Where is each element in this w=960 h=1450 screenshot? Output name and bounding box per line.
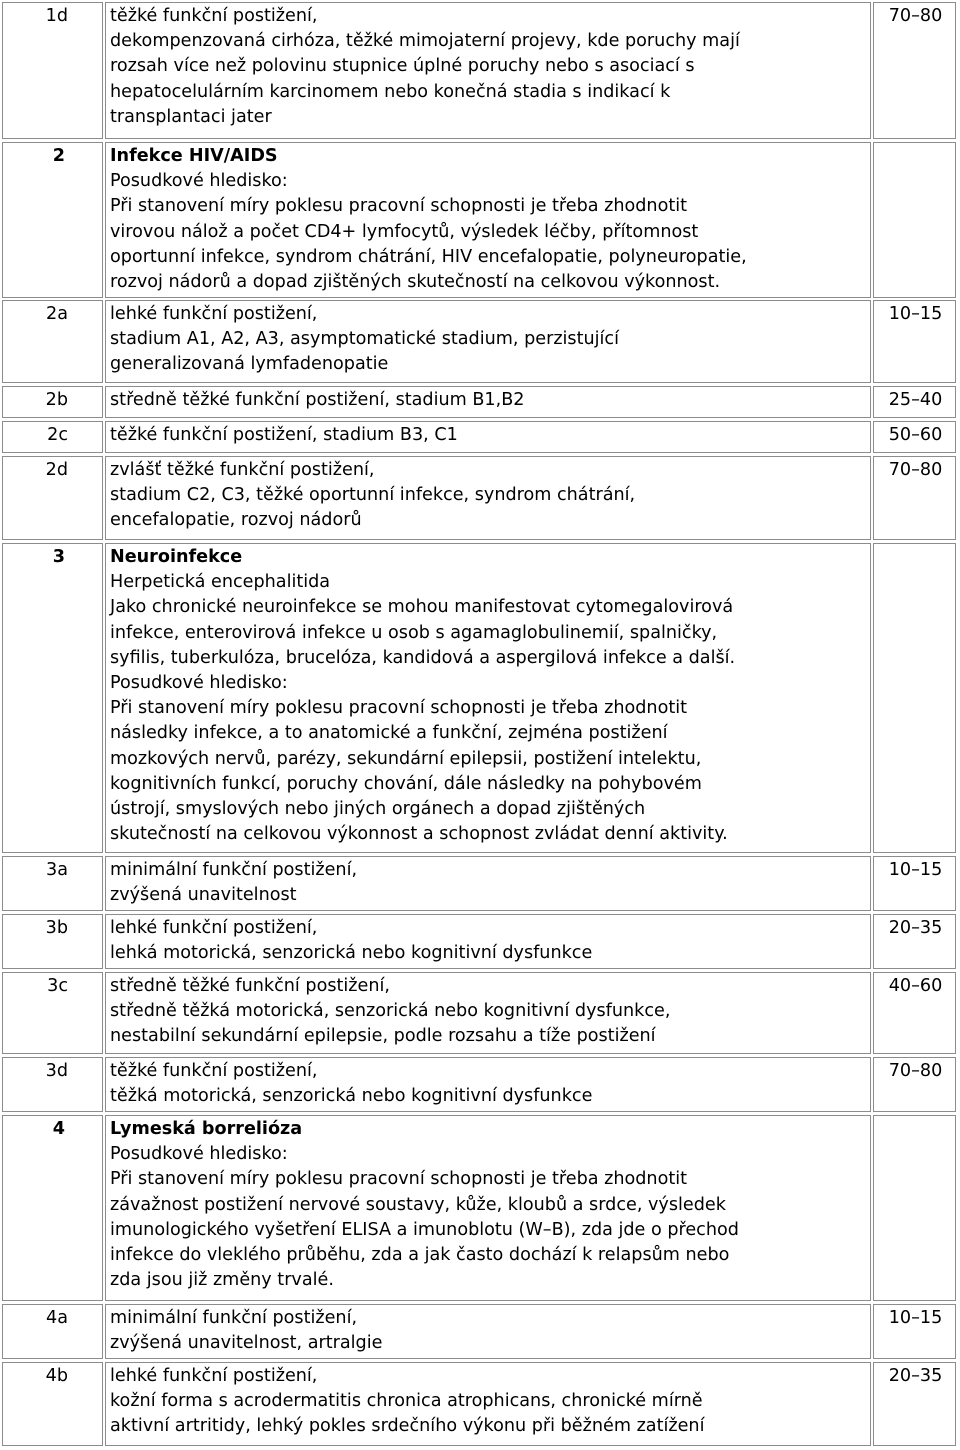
- row-code: 1d: [2, 2, 103, 139]
- percentage-range: 70–80: [873, 1057, 956, 1112]
- percentage-range: [873, 142, 956, 298]
- row-description: [105, 456, 871, 540]
- percentage-range: 10–15: [873, 300, 956, 383]
- description-line: těžké funkční postižení, stadium B3, C1: [110, 425, 458, 445]
- table-row: [0, 386, 960, 418]
- description-line: Posudkové hledisko:: [110, 171, 288, 192]
- table-row: [0, 421, 960, 453]
- row-code: 3c: [2, 972, 103, 1054]
- description-line: Posudkové hledisko:: [110, 1144, 288, 1165]
- row-code: 2a: [2, 300, 103, 383]
- table-row: [0, 972, 960, 1054]
- percentage-range: 10–15: [873, 856, 956, 911]
- description-line: zda jsou již změny trvalé.: [110, 1270, 334, 1291]
- percentage-range: 25–40: [873, 386, 956, 418]
- description-line: Jako chronické neuroinfekce se mohou manifestovat cytomegalovirová: [110, 597, 734, 618]
- row-code: 2: [2, 142, 103, 298]
- percentage-range: [873, 1115, 956, 1301]
- description-line: lehké funkční postižení,: [110, 918, 318, 938]
- description-line: mozkových nervů, parézy, sekundární epilepsii, postižení intelektu,: [110, 748, 702, 769]
- description-line: Herpetická encephalitida: [110, 572, 331, 593]
- row-code: 2d: [2, 456, 103, 540]
- description-line: hepatocelulárním karcinomem nebo konečná stadia s indikací k: [110, 81, 671, 102]
- row-code: 3: [2, 543, 103, 853]
- description-line: transplantaci jater: [110, 106, 272, 127]
- description-line: středně těžké funkční postižení, stadium B1,B2: [110, 390, 525, 410]
- description-line: zvlášť těžké funkční postižení,: [110, 460, 375, 480]
- row-description: [105, 2, 871, 139]
- description-line: kognitivních funkcí, poruchy chování, dále následky na pohybovém: [110, 773, 702, 794]
- description-line: středně těžká motorická, senzorická nebo kognitivní dysfunkce,: [110, 1001, 671, 1022]
- description-line: infekce, enterovirová infekce u osob s agamaglobulinemií, spalničky,: [110, 622, 718, 643]
- percentage-range: 40–60: [873, 972, 956, 1054]
- description-line: skutečností na celkovou výkonnost a schopnost zvládat denní aktivity.: [110, 824, 728, 845]
- description-line: lehké funkční postižení,: [110, 304, 318, 324]
- description-line: minimální funkční postižení,: [110, 860, 358, 880]
- row-code: 2c: [2, 421, 103, 453]
- description-line: Posudkové hledisko:: [110, 673, 288, 694]
- description-line: Při stanovení míry poklesu pracovní schopnosti je třeba zhodnotit: [110, 698, 688, 719]
- description-line: těžká motorická, senzorická nebo kognitivní dysfunkce: [110, 1086, 593, 1107]
- percentage-range: 50–60: [873, 421, 956, 453]
- description-line: následky infekce, a to anatomické a funkční, zejména postižení: [110, 723, 668, 744]
- row-code: 3a: [2, 856, 103, 911]
- description-line: imunologického vyšetření ELISA a imunoblotu (W–B), zda jde o přechod: [110, 1219, 739, 1240]
- description-line: těžké funkční postižení,: [110, 1061, 318, 1081]
- description-line: virovou nálož a počet CD4+ lymfocytů, výsledek léčby, přítomnost: [110, 221, 699, 242]
- row-description: [105, 1057, 871, 1112]
- description-line: minimální funkční postižení,: [110, 1308, 358, 1328]
- row-code: 4: [2, 1115, 103, 1301]
- description-line: lehké funkční postižení,: [110, 1366, 318, 1386]
- percentage-range: 10–15: [873, 1304, 956, 1359]
- section-title: Neuroinfekce: [110, 547, 243, 567]
- description-line: Při stanovení míry poklesu pracovní schopnosti je třeba zhodnotit: [110, 1169, 688, 1190]
- row-code: 2b: [2, 386, 103, 418]
- row-description: [105, 421, 871, 453]
- percentage-range: 20–35: [873, 914, 956, 969]
- row-description: [105, 856, 871, 911]
- section-title: Lymeská borrelióza: [110, 1119, 303, 1139]
- row-description: [105, 1115, 871, 1301]
- description-line: lehká motorická, senzorická nebo kognitivní dysfunkce: [110, 943, 593, 964]
- section-title: Infekce HIV/AIDS: [110, 146, 278, 166]
- description-line: zvýšená unavitelnost, artralgie: [110, 1333, 383, 1354]
- percentage-range: 70–80: [873, 2, 956, 139]
- row-code: 4b: [2, 1362, 103, 1446]
- description-line: středně těžké funkční postižení,: [110, 976, 390, 996]
- description-line: závažnost postižení nervové soustavy, kůže, kloubů a srdce, výsledek: [110, 1194, 726, 1215]
- table-row: [0, 300, 960, 383]
- description-line: nestabilní sekundární epilepsie, podle rozsahu a tíže postižení: [110, 1026, 656, 1047]
- description-line: syfilis, tuberkulóza, brucelóza, kandidová a aspergilová infekce a další.: [110, 647, 736, 668]
- row-code: 3d: [2, 1057, 103, 1112]
- row-description: [105, 972, 871, 1054]
- row-code: 4a: [2, 1304, 103, 1359]
- description-line: stadium A1, A2, A3, asymptomatické stadium, perzistující: [110, 329, 619, 350]
- description-line: těžké funkční postižení,: [110, 6, 318, 26]
- table-row: [0, 1057, 960, 1112]
- description-line: dekompenzovaná cirhóza, těžké mimojaterní projevy, kde poruchy mají: [110, 31, 740, 52]
- row-description: [105, 543, 871, 853]
- description-line: Při stanovení míry poklesu pracovní schopnosti je třeba zhodnotit: [110, 196, 688, 217]
- table-row: [0, 456, 960, 540]
- table-row: [0, 1115, 960, 1301]
- row-description: [105, 1362, 871, 1446]
- table-row: [0, 543, 960, 853]
- description-line: kožní forma s acrodermatitis chronica atrophicans, chronické mírně: [110, 1391, 703, 1412]
- percentage-range: [873, 543, 956, 853]
- table-row: [0, 914, 960, 969]
- description-line: rozsah více než polovinu stupnice úplné poruchy nebo s asociací s: [110, 56, 695, 77]
- description-line: encefalopatie, rozvoj nádorů: [110, 510, 362, 531]
- description-line: aktivní artritidy, lehký pokles srdečního výkonu při běžném zatížení: [110, 1416, 705, 1437]
- description-line: infekce do vleklého průběhu, zda a jak často dochází k relapsům nebo: [110, 1245, 730, 1266]
- description-line: zvýšená unavitelnost: [110, 885, 297, 906]
- row-description: [105, 142, 871, 298]
- table-row: [0, 142, 960, 298]
- table-row: [0, 2, 960, 139]
- description-line: oportunní infekce, syndrom chátrání, HIV encefalopatie, polyneuropatie,: [110, 246, 747, 267]
- description-line: generalizovaná lymfadenopatie: [110, 354, 389, 375]
- table-row: [0, 1304, 960, 1359]
- row-description: [105, 386, 871, 418]
- percentage-range: 70–80: [873, 456, 956, 540]
- table-row: [0, 856, 960, 911]
- table-row: [0, 1362, 960, 1446]
- row-description: [105, 1304, 871, 1359]
- row-code: 3b: [2, 914, 103, 969]
- percentage-range: 20–35: [873, 1362, 956, 1446]
- description-line: stadium C2, C3, těžké oportunní infekce, syndrom chátrání,: [110, 485, 636, 506]
- row-description: [105, 300, 871, 383]
- row-description: [105, 914, 871, 969]
- description-line: rozvoj nádorů a dopad zjištěných skutečností na celkovou výkonnost.: [110, 272, 721, 293]
- description-line: ústrojí, smyslových nebo jiných orgánech a dopad zjištěných: [110, 799, 646, 820]
